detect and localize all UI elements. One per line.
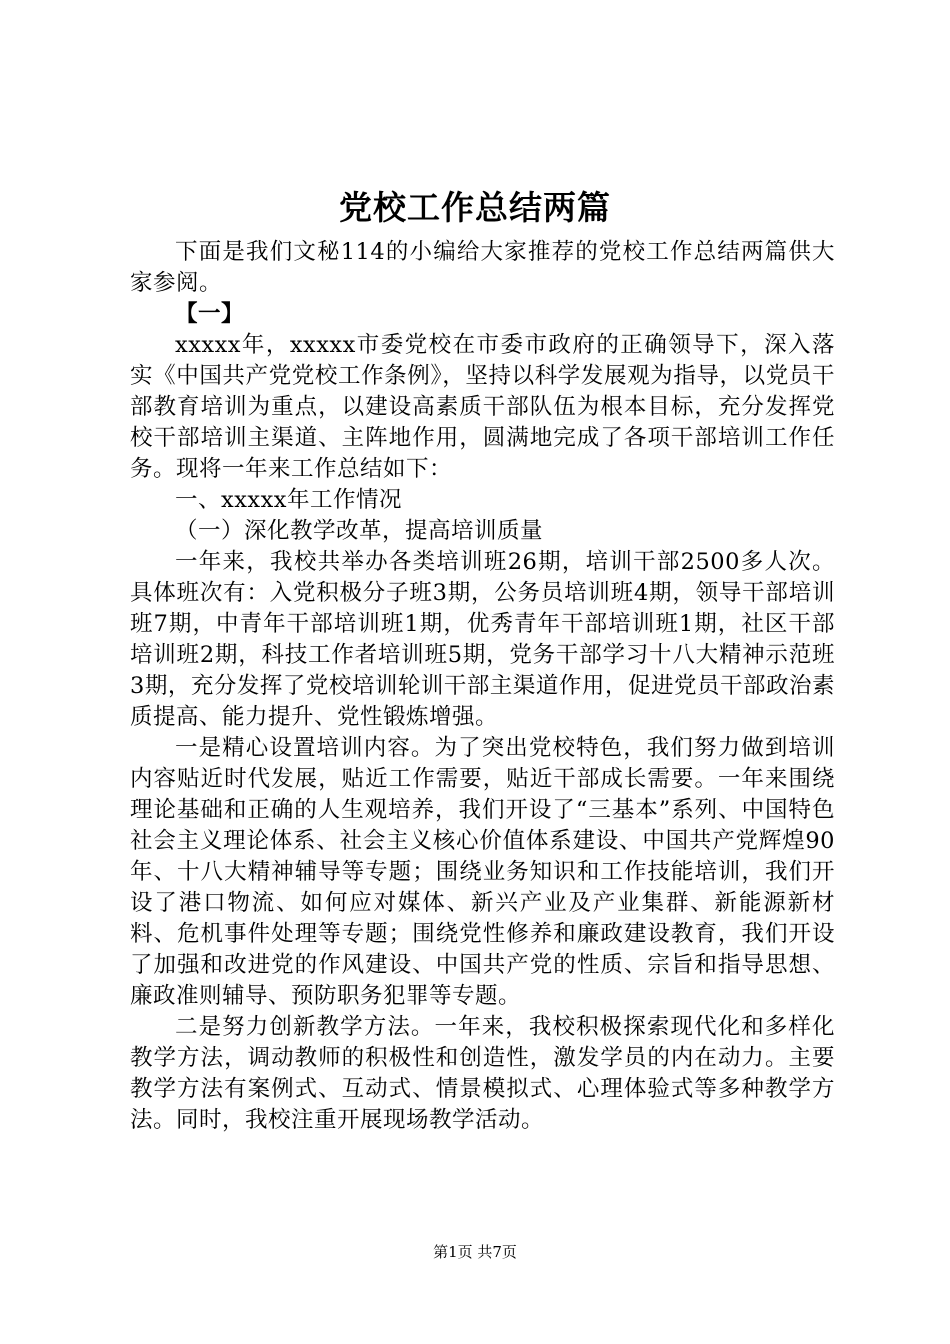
summary-paragraph: xxxxx年，xxxxx市委党校在市委市政府的正确领导下，深入落实《中国共产党党校工作条例》，坚持以科学发展观为指导，以党员干部教育培训为重点，以建设高素质干部队伍为根本目标，充分发挥党校干部培训主渠道、主阵地作用，圆满地完成了各项干部培训工作任务。现将一年来工作总结如下： [130,332,835,482]
training-paragraph: 一年来，我校共举办各类培训班26期，培训干部2500多人次。具体班次有：入党积极分子班3期，公务员培训班4期，领导干部培训班7期，中青年干部培训班1期，优秀青年干部培训班1期，社区干部培训班2期，科技工作者培训班5期，党务干部学习十八大精神示范班3期，充分发挥了党校培训轮训干部主渠道作用，促进党员干部政治素质提高、能力提升、党性锻炼增强。 [130,549,835,730]
content-paragraph: 一是精心设置培训内容。为了突出党校特色，我们努力做到培训内容贴近时代发展，贴近工作需要，贴近干部成长需要。一年来围绕理论基础和正确的人生观培养，我们开设了“三基本”系列、中国特色社会主义理论体系、社会主义核心价值体系建设、中国共产党辉煌90年、十八大精神辅导等专题；围绕业务知识和工作技能培训，我们开设了港口物流、如何应对媒体、新兴产业及产业集群、新能源新材料、危机事件处理等专题；围绕党性修养和廉政建设教育，我们开设了加强和改进党的作风建设、中国共产党的性质、宗旨和指导思想、廉政准则辅导、预防职务犯罪等专题。 [130,735,835,1009]
subsection-heading: （一）深化教学改革，提高培训质量 [175,518,544,544]
section-heading: 一、xxxxx年工作情况 [175,487,402,513]
section-marker: 【一】 [175,301,245,327]
method-paragraph: 二是努力创新教学方法。一年来，我校积极探索现代化和多样化教学方法，调动教师的积极性和创造性，激发学员的内在动力。主要教学方法有案例式、互动式、情景模拟式、心理体验式等多种教学方法。同时，我校注重开展现场教学活动。 [130,1014,835,1133]
document-title: 党校工作总结两篇 [339,188,611,227]
document-body [130,237,835,1136]
page-footer: 第1页 共7页 [433,1243,517,1261]
intro-paragraph: 下面是我们文秘114的小编给大家推荐的党校工作总结两篇供大家参阅。 [130,239,835,296]
